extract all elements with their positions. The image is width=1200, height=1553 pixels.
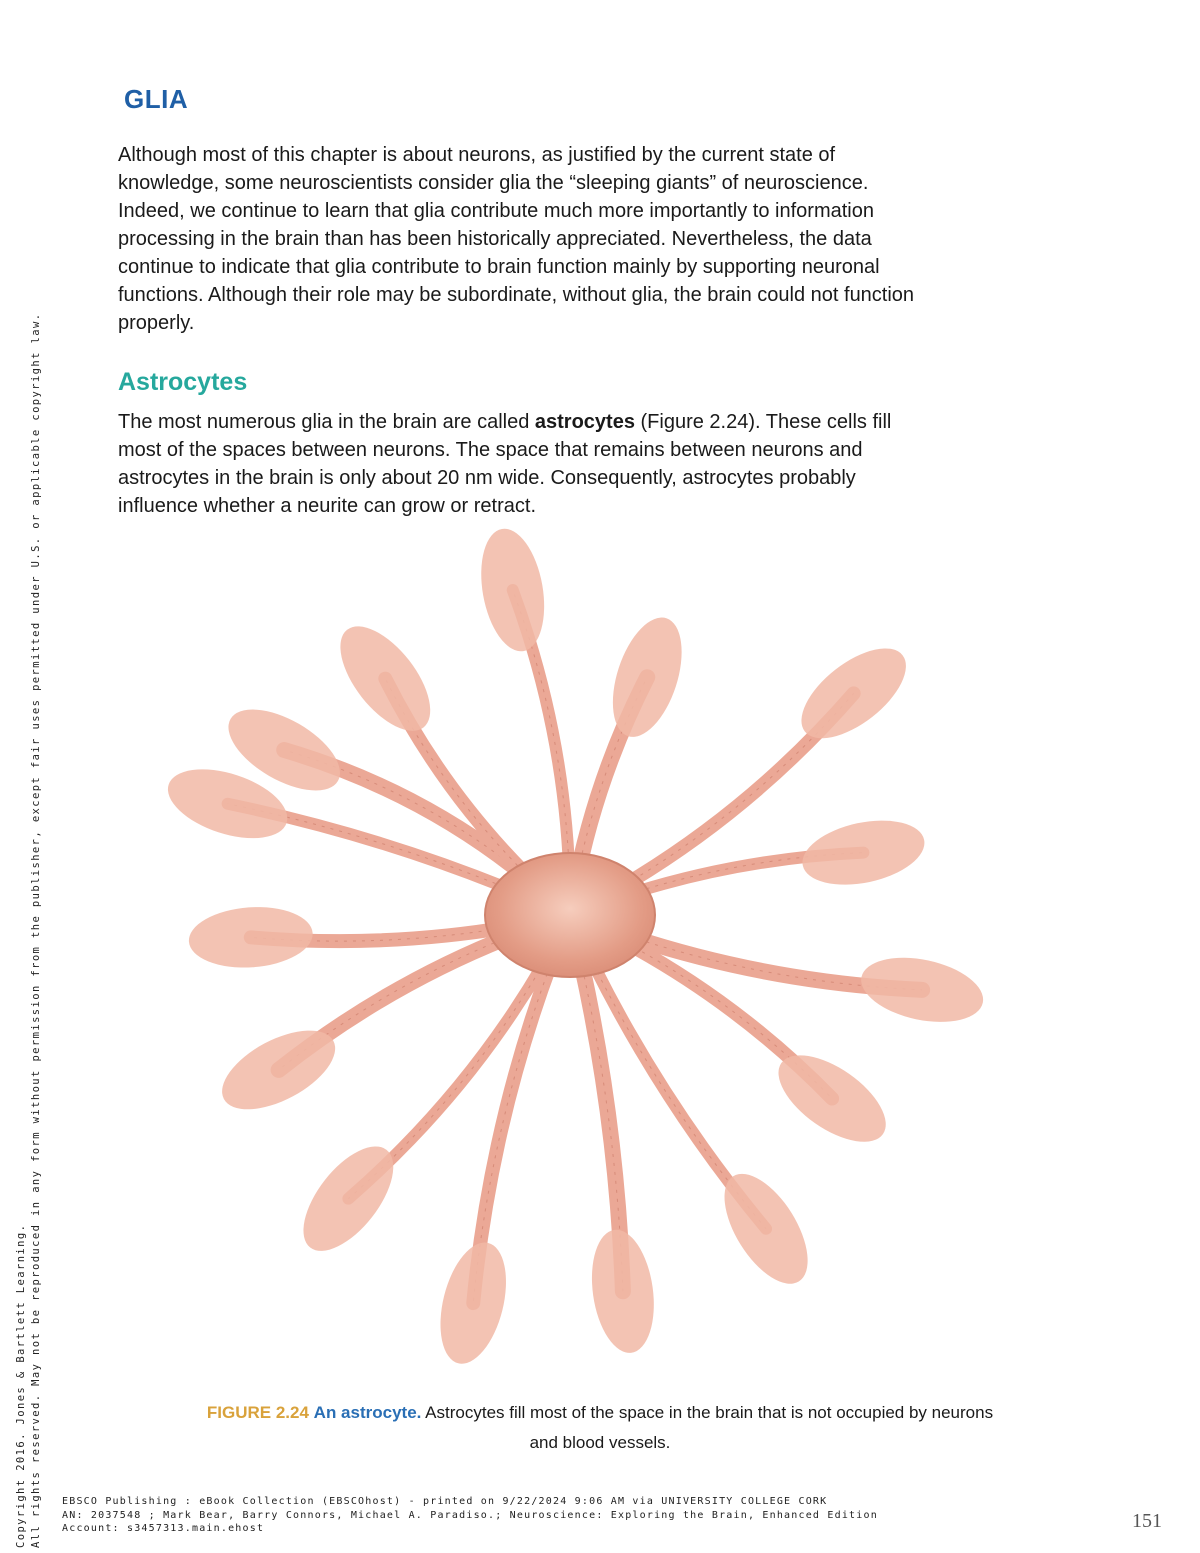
astrocyte-endfoot [855,948,989,1032]
line-text: The most numerous glia in the brain are called [118,411,535,433]
line-text: (Figure 2.24). These cells fill [634,411,892,433]
astrocyte-endfoot [797,810,931,894]
footer-line: AN: 2037548 ; Mark Bear, Barry Connors, Michael A. Paradiso.; Neuroscience: Exploring the Brain, Enhanced Edition [62,1509,878,1521]
paragraph-line: knowledge, some neuroscientists consider glia the “sleeping giants” of neuroscience. [118,172,869,194]
figure-label: FIGURE 2.24 [206,1403,309,1422]
footer-line: Account: s3457313.main.ehost [62,1523,265,1534]
astrocyte-endfoot [323,611,447,746]
paragraph-line: astrocytes in the brain is only about 20 nm wide. Consequently, astrocytes probably [118,467,856,489]
astrocyte-endfoot [429,1236,517,1371]
astrocyte-endfoot [600,609,695,745]
paragraph-line: Indeed, we continue to learn that glia contribute much more importantly to information [118,200,874,222]
copyright-line: Copyright 2016. Jones & Bartlett Learning. [15,1223,27,1548]
paragraph-line: processing in the brain than has been historically appreciated. Nevertheless, the data [118,228,872,250]
rights-line: All rights reserved. May not be reproduced in any form without permission from the publisher, except fair uses permitted under U.S. or applicable copyright law. [30,312,42,1548]
paragraph-line: most of the spaces between neurons. The space that remains between neurons and [118,439,863,461]
page-number: 151 [1132,1510,1162,1532]
paragraph-line: Although most of this chapter is about neurons, as justified by the current state of [118,144,836,166]
glia-paragraph [118,141,1078,337]
astrocyte-endfoot [472,524,553,657]
copyright-sidebar [14,312,50,1548]
figure-title: An astrocyte. [313,1403,422,1422]
figure-caption [120,1398,1080,1458]
paragraph-line [118,408,1078,436]
paragraph-line: properly. [118,312,195,334]
bold-term-astrocytes: astrocytes [534,411,635,433]
astrocyte-endfoot [585,1226,662,1357]
caption-line: and blood vessels. [529,1433,671,1452]
caption-text: Astrocytes fill most of the space in the brain that is not occupied by neurons [425,1403,994,1422]
paragraph-line: continue to indicate that glia contribute to brain function mainly by supporting neuronal [118,256,880,278]
footer-line: EBSCO Publishing : eBook Collection (EBSCOhost) - printed on 9/22/2024 9:06 AM via UNIVERSITY COLLEGE CORK [62,1496,828,1507]
ebsco-footer [62,1495,878,1536]
paragraph-line: influence whether a neurite can grow or retract. [118,495,536,517]
astrocyte-illustration [100,520,1100,1400]
astrocytes-paragraph [118,408,1078,520]
section-heading-glia: GLIA [124,84,189,114]
astrocyte-endfoot [187,903,315,972]
astrocyte-cell-body [485,853,655,977]
paragraph-line: functions. Although their role may be subordinate, without glia, the brain could not function [118,284,915,306]
caption-line [120,1398,1080,1428]
subsection-heading-astrocytes: Astrocytes [118,368,248,396]
